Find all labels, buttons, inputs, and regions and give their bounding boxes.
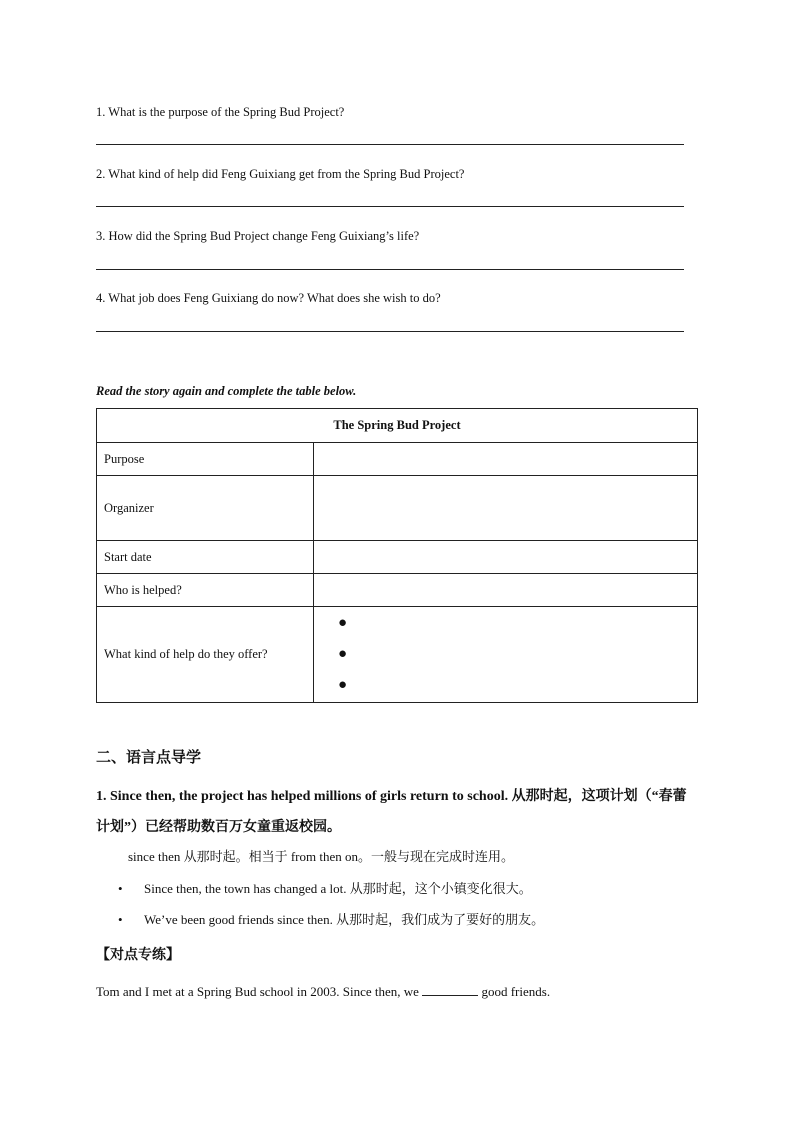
bullet-1: ●: [338, 615, 348, 631]
row-label-help-offered: What kind of help do they offer?: [97, 607, 314, 703]
spring-bud-table: [96, 408, 698, 703]
question-3: 3. How did the Spring Bud Project change Feng Guixiang’s life?: [96, 229, 420, 243]
bullet-3: ●: [338, 677, 348, 693]
exercise-sentence: [96, 983, 550, 1000]
example-2: [118, 909, 544, 928]
bullet-dot: •: [118, 912, 123, 927]
language-point-1: 1. Since then, the project has helped millions of girls return to school. 从那时起，这项计划（“春蕾计划”）已经帮助数百万女童重返校园。: [96, 789, 687, 835]
answer-line-3[interactable]: [96, 269, 684, 270]
usage-note: since then 从那时起。相当于 from then on。一般与现在完成时连用。: [128, 849, 514, 864]
exercise-text-after: good friends.: [478, 984, 551, 999]
row-label-organizer: Organizer: [97, 476, 314, 541]
question-1: 1. What is the purpose of the Spring Bud Project?: [96, 105, 345, 119]
bullet-dot: •: [118, 881, 123, 896]
row-label-who-helped: Who is helped?: [97, 574, 314, 607]
section-heading: 二、语言点导学: [96, 750, 202, 766]
answer-line-2[interactable]: [96, 206, 684, 207]
question-2: 2. What kind of help did Feng Guixiang get from the Spring Bud Project?: [96, 167, 465, 181]
fill-in-blank[interactable]: [422, 983, 478, 996]
example-text: Since then, the town has changed a lot. 从那时起，这个小镇变化很大。: [144, 881, 532, 896]
exercise-text-before: Tom and I met at a Spring Bud school in 2003. Since then, we: [96, 984, 423, 999]
cell-organizer[interactable]: [314, 476, 698, 541]
question-4: 4. What job does Feng Guixiang do now? What does she wish to do?: [96, 291, 441, 305]
row-label-purpose: Purpose: [97, 443, 314, 476]
answer-line-1[interactable]: [96, 144, 684, 145]
bullet-2: ●: [338, 646, 348, 662]
example-1: [118, 878, 532, 897]
drill-title: 【对点专练】: [96, 948, 180, 963]
row-label-start-date: Start date: [97, 541, 314, 574]
cell-start-date[interactable]: [314, 541, 698, 574]
example-text: We’ve been good friends since then. 从那时起，我们成为了要好的朋友。: [144, 912, 545, 927]
cell-who-helped[interactable]: [314, 574, 698, 607]
table-title: The Spring Bud Project: [97, 409, 698, 443]
table-instruction: Read the story again and complete the table below.: [96, 384, 357, 398]
cell-help-offered[interactable]: [314, 607, 698, 703]
cell-purpose[interactable]: [314, 443, 698, 476]
answer-line-4[interactable]: [96, 331, 684, 332]
